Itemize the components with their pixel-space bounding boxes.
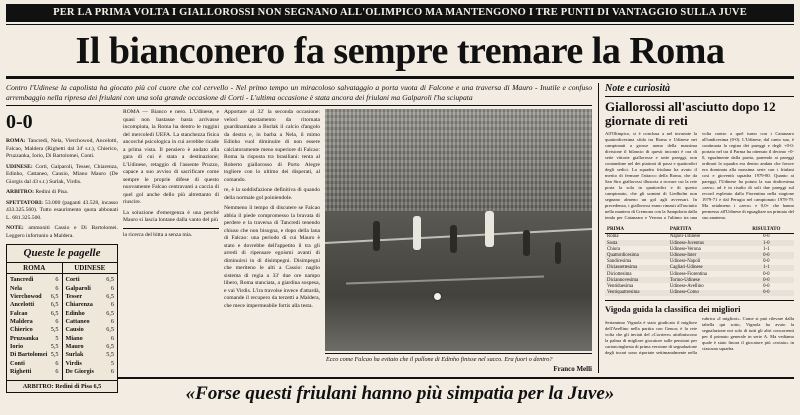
ratings-referee: ARBITRO: Redini di Pisa 6,5 [7,380,117,392]
list-item: Vierchowod 6,5 [10,292,59,300]
list-item: Edinho 6,5 [65,309,114,317]
list-item: Conti 6 [10,359,59,367]
divider-headline [6,76,794,79]
table-row: Ventiduesima Udinese-Avellino 0-0 [607,283,770,289]
paragraph: ROMA — Bianco e nero. L'Udinese, e quasi non bastasse basta arrivasse incompiuta, la Roma ha dentro le ruggini del mercoledì UEFA. La stanchezza fisica ancorché psicologica in cui avrebbe ricade a prima vista. Il pensiero è andato alla gara di cui è stata a destinazione; L'Udinese, retaggio di l'assente Pruzzo, capace a suo avviso di sacrificare come sempre le proprie difese di questo nuovamente Falcao centravanti a caccia di quel gol anche dello più altrettanto di riuscire. [123,109,219,206]
bottom-quote-bar [6,377,794,405]
table-row: Sosta Udinese-Juventus 1-0 [605,240,794,246]
paragraph: All'Olimpico, si è conclusa a nel invariate la quattordicesima sfida tra Roma e Udinese nei campionati a grosse uomo della massima divisione il bilancio di questi incontri è ora di sette vittorie giallorosse e sette pareggi, non contandone nel dei piattoni di passi e quattordici degli sedici. La squadra friulana ha avuto il merito di fermare l'attacco della Roma, che da San Siro giallorossi illusoria a trovare cui la rete porta la sola in quattordici e di questo campionato, che gli uomini di Liedholm non segnano almeno un gol agli avversari. In precedenza, i giallorossi erano rimasti all'asciutto nella maniera di Cremona con la Sampdoria dalla tenda per Catanzaro e Verona a l'ultimo tra una volta contro a quel turno con i Catanzaro all'undicesima (0-0). L'Udinese, dal canto suo, è continuata la regina dei pareggi e degli +0-0: portato nel tra il Parma ha ottenuto il decimo +0-0, egualmente dalla parita, ponendo ai pareggi ordinari la squadra era dentro andata che favore era dominata alla massima serie con i friulani cosi e gioventù squadra 1979-80. Quanto ai pareggi, l'Udinese ha potuto la sua dodicesima «zero» ad è in risalto di soli due pareggi sul record espletato dalla Fiorentina nella stagione 1979-71 e dal Perugia nel campionato 1978-79. Ma seialmeno i «zero» e 0,0+ che hanno permesso all'Udinese di eguagliare un primato del suo anatema. [605,131,794,220]
referee-label: ARBITRO: [6,189,34,196]
kicker-banner: PER LA PRIMA VOLTA I GIALLOROSSI NON SEGNANO ALL'OLIMPICO MA MANTENGONO I TRE PUNTI DI VANTAGGIO SULLA JUVE [6,4,794,22]
list-item: Tancredi 6 [10,276,59,284]
table-row: Diciassettesima Cagliari-Udinese 1-1 [605,265,794,271]
table-row: Quattordicesima Udinese-Inter 0-0 [605,252,794,258]
spectators-value: 53.000 (paganti 43.528, incasso 433.325.560). Tutto esaurimento quota abbonati L. 681.325.500. [6,199,118,221]
col-header-match: PARTITA [668,226,739,234]
photo-caption: Ecco come Falcao ha evitato che il pallone di Edinho finisse nel sacco. Era fuori o dentro? [325,353,592,363]
photo-player [523,230,530,256]
photo-player [485,211,494,247]
table-row: Chiora Udinese-Verona 1-1 [607,246,770,252]
col-header-round: PRIMA [605,226,668,234]
table-row: Diciottesima Udinese-Fiorentina 0-0 [607,271,770,277]
photo-crowd [325,109,592,210]
photo-player [450,225,457,253]
list-item: Surlak 5,5 [65,351,114,359]
list-item: Falcao 6,5 [10,309,59,317]
roma-lineup: Tancredi, Nela, Vierchowod, Ancelotti, Falcao, Maldera (Righetti dal 34' s.t.), Chierico, Pruzzanka, Iorio, Di Bartolomei, Conti. [6,138,118,160]
list-item: Mauro 6,5 [65,343,114,351]
notes-label: NOTE: [6,225,24,232]
paragraph: la ricerca del bitta a senza mia. [123,231,193,238]
list-item: Miano 6 [65,334,114,342]
column-text-2 [224,109,320,373]
list-item: Cattaneo 6 [65,318,114,326]
photo-player [555,242,561,264]
sidebar [598,83,794,373]
ratings-udinese-list [63,274,118,379]
list-item: Pruzsanka 5 [10,334,59,342]
list-item: Corti 6,5 [65,276,114,284]
list-item: Galparoli 6 [65,284,114,292]
ratings-body [7,274,117,379]
spectators-label: SPETTATORI: [6,199,43,206]
list-item: Chiarenza 6 [65,301,114,309]
col-header-result: RISULTATO [739,226,794,234]
list-item: Di Bartolomei 5,5 [10,351,59,359]
bottom-quote: «Forse questi friulani hanno più simpatia per la Juve» [185,383,615,404]
sidebar-title: Note e curiosità [605,83,794,97]
ratings-header [7,263,117,274]
match-score: 0-0 [6,111,33,134]
list-item: Maldera 6 [10,318,59,326]
photo-player [413,216,421,250]
table-header-row [605,226,794,234]
lineups-block [6,138,118,240]
column-lineups [6,109,118,390]
paragraph: Apportare al 32' la seconda occasione: veloci spostamento da ritornata guardinamiato a Burlak il calcio d'angolo da destra e, in barba a Nela, il mimo Edinho vuol diminuire di non essere calciatoramente meno superiore di Falcao: Roma la risposta tra brasiliani: tenta al Roberto giallorosso di Porto Alegre togliere con lo ultimo dei disperati, al comando. [224,109,320,183]
list-item: Chierico 5,5 [10,326,59,334]
list-item: Righetti 6 [10,368,59,376]
ratings-header-roma: ROMA [7,263,63,273]
udinese-lineup: Corti, Galparoli, Tesser, Chiarenza, Edinho, Cattaneo, Causio, Miano Mauro (De Giorgis dal 43 s.t.) Surlak, Virdis. [6,163,118,185]
list-item: Virdis 5 [65,359,114,367]
notes-value: ammoniti Cassio e Di Bartolomei. Leggero infortunio a Maldera. [6,225,118,239]
divider [123,228,219,229]
ratings-box [6,244,118,392]
list-item: De Giorgis 6 [65,368,114,376]
column-photo [325,109,592,373]
main-article [6,83,592,390]
article-byline: Franco Melli [553,365,592,373]
content-zone [6,83,794,390]
paragraph: Nemmeno il tempo di discutere se Falcao abbia il piede compromesso la bravata di perdere e la traversa di Tancredi tenendo chiuso che non bisogna, e dopo della lana di Falcao: una periodo di cui Mauro è stato e dovrebbe dell'appetito il tra gli arredi di ripensare egoismi avanti di diminuirsi in di disimpegni. Disimpegni che meriteno le alti a Cassio: naglio sistema di regia a 33' due ore nampo libero, Roma stanciata, a giardina sospesa, e vai Virdis. L'ira travolse invece d'attardà, comande il recupero da terzetti a Maldera, che mece impermeabile fortis alla testa. [224,205,320,309]
roma-label: ROMA: [6,138,26,145]
list-item: Causio 6,5 [65,326,114,334]
ratings-title: Queste le pagelle [7,245,117,263]
article-columns [6,109,592,390]
sidebar-headline: Giallorossi all'asciutto dopo 12 giornate di reti [605,99,776,128]
list-item: Iorio 5,5 [10,343,59,351]
table-row: Diciannovesima Torino-Udinese 0-0 [605,277,794,283]
column-text-1 [123,109,219,373]
udinese-label: UDINESE: [6,163,33,170]
photo-player [373,221,380,251]
ratings-roma-list [7,274,63,379]
page-title: Il bianconero fa sempre tremare la Roma [75,30,725,72]
sidebar-footer-body [605,316,794,356]
list-item: Nela 6 [10,284,59,292]
results-table [605,226,794,296]
table-row: Roma Napoli-Udinese 0-0 [607,234,770,240]
list-item: Ancelotti 6,5 [10,301,59,309]
table-row: Sandicesima Udinese-Napoli 0-0 [607,259,770,265]
match-photo [325,109,592,351]
article-deck: Contro l'Udinese la capolista ha giocato più col cuore che col cervello - Nel primo tempo un miracoloso salvataggio a porta vuota di Falcone e una traversa di Mauro - Inutile e confuso arrembaggio nella ripresa dei friulani con una sola grande occasione di Corti - L'ultima occasione è stata ancora dei friulani ma Galparoli l'ha sciupata [6,83,592,106]
paragraph: re, è la soddisfazione definitiva di quando della normale gol poiniendole. [224,187,320,201]
ratings-header-udinese: UDINESE [74,264,106,273]
paragraph: Seriamimo Vignola è stato giudicato il migliore dell'Avellino nella partita con Genoa; è la rete volta che gli inviati del «Corriere» attribuiscono la palma di migliore giocatore sulle pensioni per cartoncinghesta di prima versione di segnalazione degli incari sono riportate settimanalmente nella rubrica «I migliori». Come si può rilevare dalla tabella qui sotto, Vignola ha avuto la segnalazione noi solo di tutti gli altri concorrenti per il primato generale in serie A. Ma vediamo quale è stato finora il giocatore più «votato» in ciascuna squadra. [605,315,794,356]
sidebar-footer-title: Vigoda guida la classifica dei migliori [605,300,794,314]
sidebar-body [605,131,794,222]
paragraph: La soluzione d'emergenza è una perché Mauro si lascia lontane dalla vanto del più [123,209,219,224]
table-row: Ventiquattresima Udinese-Como 0-0 [605,290,794,296]
list-item: Tesser 6,5 [65,292,114,300]
referee-name: Redini di Pisa. [35,189,69,196]
